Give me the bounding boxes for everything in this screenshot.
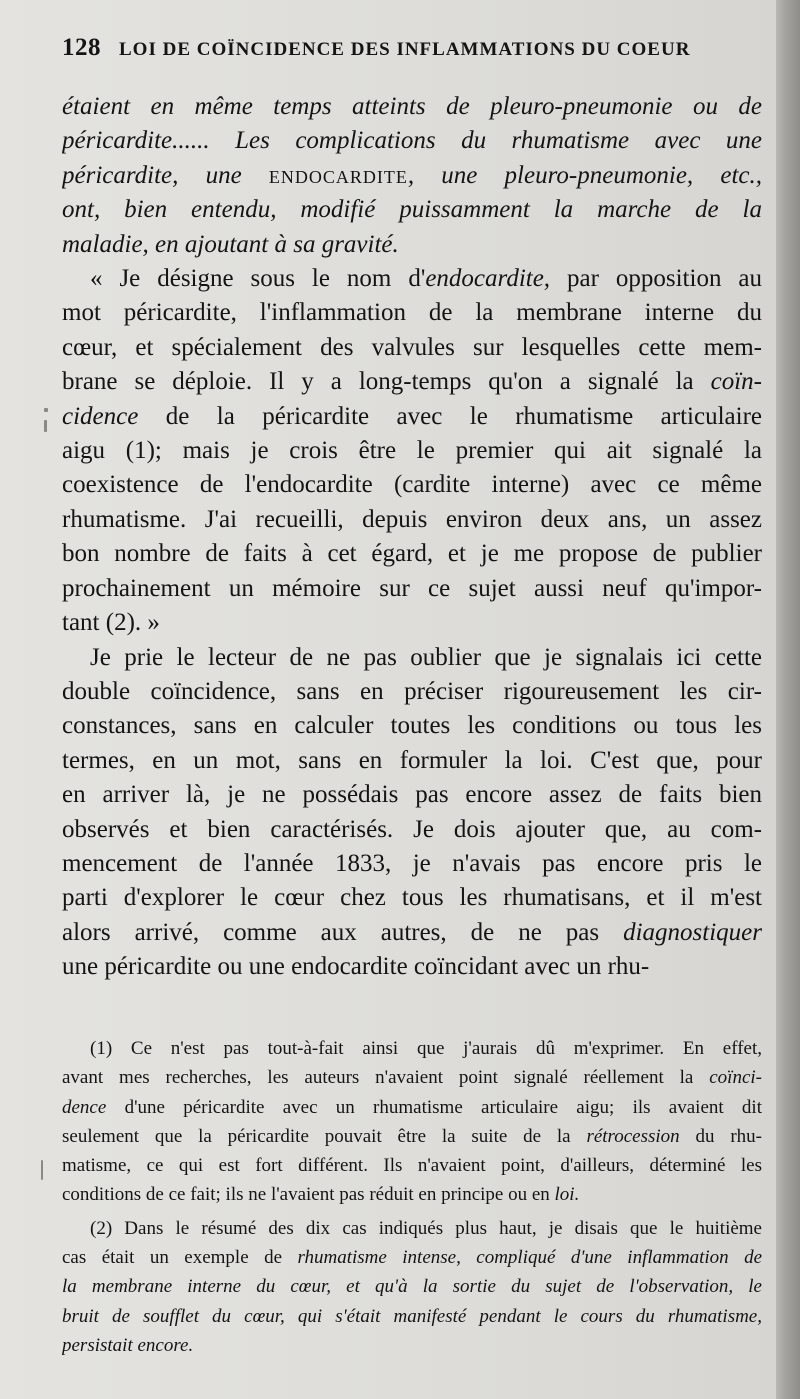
footnote-line: [62, 1214, 762, 1243]
text-run: de la péricardite avec le rhumatisme articulaire: [138, 402, 762, 430]
text-run: brane se déploie. Il y a long-temps qu'on a signalé la: [62, 368, 711, 396]
body-line: [62, 228, 762, 262]
text-run: prochainement un mémoire sur ce sujet aussi neuf qu'impor-: [62, 574, 762, 602]
scan-speck: [41, 1160, 43, 1180]
text-run: rétrocession: [586, 1125, 680, 1147]
text-run: double coïncidence, sans en préciser rigoureusement les cir-: [62, 677, 762, 705]
text-run: une péricardite ou une endocardite coïncidant avec un rhu-: [62, 953, 650, 981]
text-run: Je prie le lecteur de ne pas oublier que je signalais ici cette: [90, 643, 762, 671]
body-text: [62, 90, 762, 985]
text-run: (1) Ce n'est pas tout-à-fait ainsi que j'aurais dû m'exprimer. En effet,: [90, 1038, 762, 1059]
text-run: cidence: [62, 402, 139, 430]
text-run: aigu (1); mais je crois être le premier qui ait signalé la: [62, 437, 762, 465]
body-line: [62, 537, 762, 571]
body-line: [62, 675, 762, 709]
text-run: péricardite...... Les complications du rhumatisme avec une: [62, 127, 762, 155]
text-run: termes, en un mot, sans en formuler la loi. C'est que, pour: [62, 746, 762, 774]
text-run: dence: [62, 1096, 107, 1118]
body-line: [62, 296, 762, 330]
body-line: [62, 193, 762, 227]
text-run: alors arrivé, comme aux autres, de ne pas: [62, 918, 624, 946]
text-run: péricardite, une: [62, 161, 269, 189]
scan-speck: [44, 420, 47, 432]
body-line: [62, 641, 762, 675]
body-line: [62, 434, 762, 468]
text-run: , une pleuro-pneumonie, etc.,: [407, 161, 762, 189]
body-line: [62, 331, 762, 365]
text-run: d'une péricardite avec un rhumatisme articulaire aigu; ils avaient dit: [106, 1096, 762, 1118]
text-run: étaient en même temps atteints de pleuro-pneumonie ou de: [62, 93, 762, 120]
footnote-line: [62, 1272, 762, 1301]
text-run: en arriver là, je ne possédais pas encore assez de faits bien: [62, 781, 762, 809]
body-line: [62, 606, 762, 640]
footnote-line: [62, 1034, 762, 1063]
text-run: rhumatisme intense, compliqué d'une inflammation de: [297, 1247, 762, 1269]
footnote-line: [62, 1331, 762, 1360]
text-run: conditions de ce fait; ils ne l'avaient pas réduit en principe ou en: [62, 1184, 555, 1206]
body-line: [62, 365, 762, 399]
text-run: matisme, ce qui est fort différent. Ils n'avaient point, d'ailleurs, déterminé les: [62, 1155, 762, 1177]
footnote-line: [62, 1151, 762, 1180]
running-head: [62, 34, 762, 62]
text-run: constances, sans en calculer toutes les conditions ou tous les: [62, 712, 762, 740]
text-run: la membrane interne du cœur, et qu'à la sortie du sujet de l'observation, le: [62, 1276, 762, 1298]
footnote-line: [62, 1302, 762, 1331]
body-line: [62, 124, 762, 158]
footnote-line: [62, 1180, 762, 1209]
text-run: mot péricardite, l'inflammation de la membrane interne du: [62, 299, 762, 327]
text-run: endocardite,: [425, 265, 551, 293]
body-line: [62, 709, 762, 743]
text-run: bon nombre de faits à cet égard, et je me propose de publier: [62, 540, 762, 568]
footnote-line: [62, 1243, 762, 1272]
body-line: [62, 90, 762, 124]
body-line: [62, 159, 762, 193]
text-run: observés et bien caractérisés. Je dois ajouter que, au com-: [62, 815, 762, 843]
text-run: maladie, en ajoutant à sa gravité.: [62, 230, 399, 258]
text-run: coïn-: [710, 368, 762, 396]
text-run: coïnci-: [709, 1067, 762, 1089]
text-run: endocardite: [268, 161, 408, 189]
text-run: tant (2). »: [62, 609, 160, 637]
text-run: cœur, et spécialement des valvules sur lesquelles cette mem-: [62, 333, 762, 361]
page-number: 128: [62, 34, 101, 61]
body-line: [62, 572, 762, 606]
text-run: mencement de l'année 1833, je n'avais pas encore pris le: [62, 849, 762, 877]
body-line: [62, 847, 762, 881]
text-run: rhumatisme. J'ai recueilli, depuis environ deux ans, un assez: [62, 505, 762, 533]
body-line: [62, 813, 762, 847]
text-run: avant mes recherches, les auteurs n'avaient point signalé réellement la: [62, 1067, 710, 1089]
text-run: seulement que la péricardite pouvait être la suite de la: [62, 1125, 587, 1147]
body-line: [62, 950, 762, 984]
body-line: [62, 503, 762, 537]
body-line: [62, 400, 762, 434]
text-run: parti d'explorer le cœur chez tous les rhumatisans, et il m'est: [62, 884, 762, 912]
body-line: [62, 468, 762, 502]
text-run: bruit de soufflet du cœur, qui s'était manifesté pendant le cours du rhumatisme,: [62, 1305, 762, 1327]
text-run: du rhu-: [679, 1125, 762, 1147]
page-gutter-shadow: [776, 0, 800, 1399]
footnote-line: [62, 1093, 762, 1122]
running-title: LOI DE COÏNCIDENCE DES INFLAMMATIONS DU COEUR: [119, 39, 691, 60]
text-run: persistait encore.: [62, 1334, 194, 1356]
body-line: [62, 916, 762, 950]
text-run: « Je désigne sous le nom d': [90, 265, 426, 293]
body-line: [62, 262, 762, 296]
text-run: cas était un exemple de: [62, 1247, 298, 1269]
footnote-line: [62, 1122, 762, 1151]
text-run: ont, bien entendu, modifié puissamment la marche de la: [62, 196, 762, 224]
footnotes: [62, 1034, 762, 1360]
body-line: [62, 778, 762, 812]
body-line: [62, 881, 762, 915]
footnote-line: [62, 1063, 762, 1092]
text-run: diagnostiquer: [623, 918, 762, 946]
body-line: [62, 744, 762, 778]
text-run: coexistence de l'endocardite (cardite interne) avec ce même: [62, 471, 762, 499]
text-run: loi.: [554, 1184, 580, 1206]
text-run: (2) Dans le résumé des dix cas indiqués plus haut, je disais que le huitième: [90, 1217, 762, 1239]
scan-speck: [44, 408, 48, 412]
text-run: par opposition au: [550, 265, 762, 293]
